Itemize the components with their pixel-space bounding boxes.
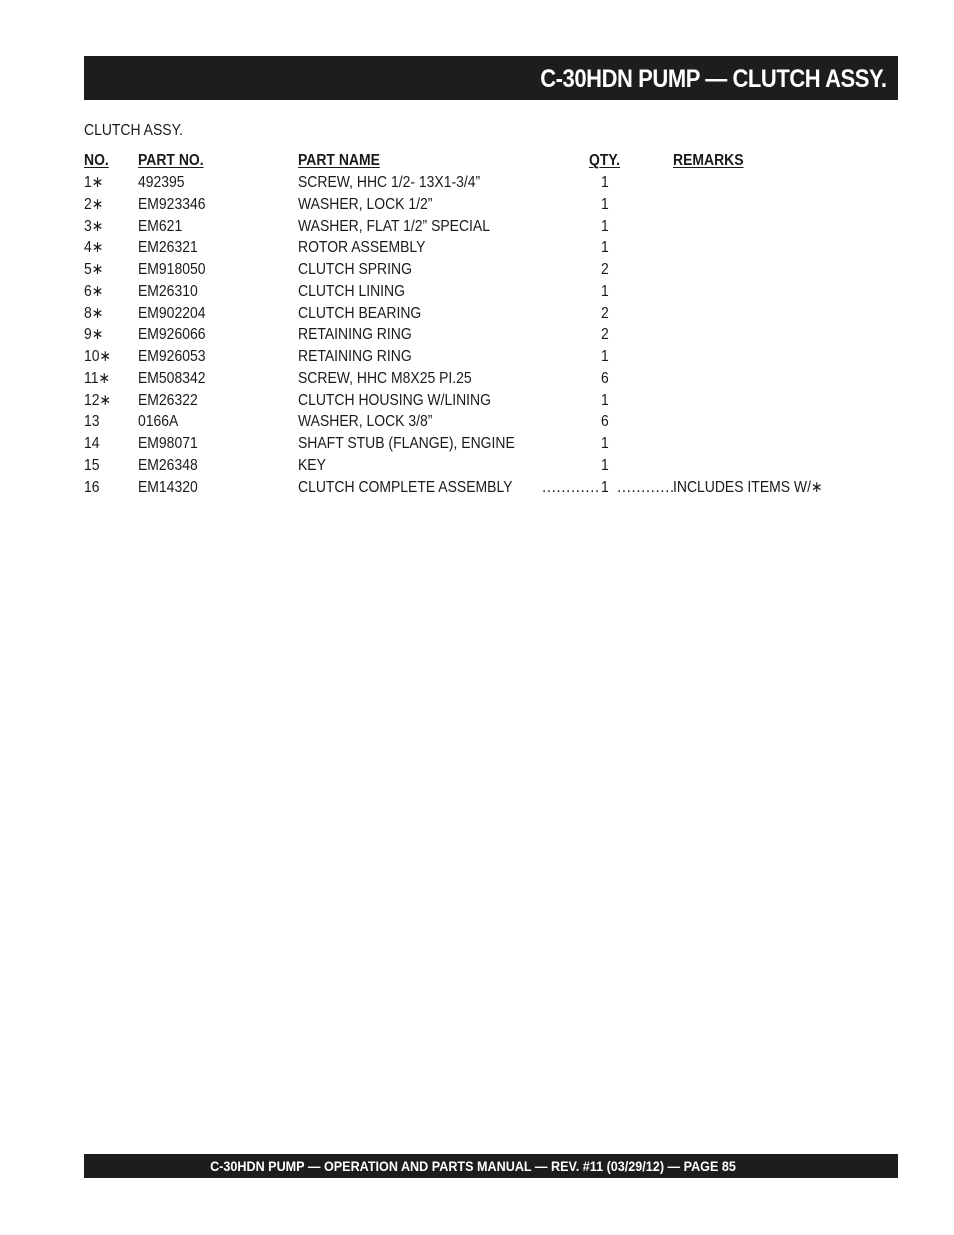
- part-name: CLUTCH HOUSING W/LINING: [298, 391, 491, 409]
- part-name: CLUTCH COMPLETE ASSEMBLY: [298, 478, 513, 496]
- item-no: 16: [84, 478, 100, 496]
- leader-dots: ............: [542, 478, 600, 496]
- part-number: EM26310: [138, 282, 198, 300]
- item-no: 1∗: [84, 174, 104, 191]
- part-name: CLUTCH BEARING: [298, 304, 422, 322]
- quantity: 1: [601, 217, 609, 235]
- quantity: 2: [601, 261, 609, 278]
- quantity: 1: [601, 348, 609, 365]
- part-number: 492395: [138, 174, 185, 191]
- part-name: RETAINING RING: [298, 326, 412, 344]
- page-header-bar: [84, 56, 898, 100]
- part-number: EM26348: [138, 456, 198, 474]
- table-header-row: [84, 150, 864, 172]
- table-row: [84, 172, 864, 194]
- column-header-no: NO.: [84, 152, 109, 169]
- item-no: 5∗: [84, 261, 104, 278]
- quantity: 1: [601, 239, 609, 257]
- item-no: 12∗: [84, 391, 112, 409]
- part-number: EM902204: [138, 304, 206, 322]
- table-row: [84, 237, 864, 259]
- quantity: 6: [601, 413, 609, 431]
- table-row: [84, 477, 864, 499]
- table-row: [84, 390, 864, 412]
- page-footer-bar: [84, 1154, 898, 1178]
- item-no: 2∗: [84, 195, 104, 213]
- table-row: [84, 433, 864, 455]
- quantity: 1: [601, 435, 609, 452]
- table-row: [84, 281, 864, 303]
- quantity: 2: [601, 304, 609, 322]
- item-no: 15: [84, 456, 100, 474]
- leader-dots: ............: [617, 478, 675, 496]
- item-no: 3∗: [84, 217, 104, 235]
- quantity: 1: [601, 478, 609, 496]
- quantity: 1: [601, 391, 609, 409]
- footer-text: C-30HDN PUMP — OPERATION AND PARTS MANUAL — REV. #11 (03/29/12) — PAGE 85: [210, 1158, 736, 1174]
- part-number: EM621: [138, 217, 183, 235]
- part-number: EM918050: [138, 261, 206, 278]
- quantity: 2: [601, 326, 609, 344]
- part-number: 0166A: [138, 413, 179, 431]
- item-no: 4∗: [84, 239, 104, 257]
- part-number: EM26322: [138, 391, 198, 409]
- table-row: [84, 411, 864, 433]
- part-number: EM14320: [138, 478, 198, 496]
- part-name: RETAINING RING: [298, 348, 412, 365]
- quantity: 1: [601, 282, 609, 300]
- item-no: 14: [84, 435, 100, 452]
- part-number: EM26321: [138, 239, 198, 257]
- part-name: WASHER, FLAT 1/2” SPECIAL: [298, 217, 491, 235]
- part-name: CLUTCH SPRING: [298, 261, 412, 278]
- part-number: EM98071: [138, 435, 198, 452]
- column-header-qty: QTY.: [589, 152, 621, 169]
- item-no: 8∗: [84, 304, 104, 322]
- part-name: SCREW, HHC M8X25 PI.25: [298, 369, 472, 387]
- page-title: C-30HDN PUMP — CLUTCH ASSY.: [539, 65, 886, 93]
- table-row: [84, 259, 864, 281]
- table-row: [84, 455, 864, 477]
- table-row: [84, 324, 864, 346]
- column-header-part-name: PART NAME: [298, 152, 380, 169]
- table-row: [84, 368, 864, 390]
- quantity: 6: [601, 369, 609, 387]
- part-name: SCREW, HHC 1/2- 13X1-3/4”: [298, 174, 481, 191]
- part-number: EM926066: [138, 326, 206, 344]
- column-header-remarks: REMARKS: [673, 152, 744, 169]
- item-no: 11∗: [84, 369, 111, 387]
- item-no: 6∗: [84, 282, 104, 300]
- quantity: 1: [601, 174, 609, 191]
- item-no: 9∗: [84, 326, 104, 344]
- part-number: EM508342: [138, 369, 206, 387]
- quantity: 1: [601, 195, 609, 213]
- quantity: 1: [601, 456, 609, 474]
- remarks: INCLUDES ITEMS W/∗: [673, 478, 823, 496]
- part-name: CLUTCH LINING: [298, 282, 405, 300]
- table-row: [84, 194, 864, 216]
- table-row: [84, 303, 864, 325]
- part-name: WASHER, LOCK 3/8”: [298, 413, 433, 431]
- part-name: KEY: [298, 456, 326, 474]
- item-no: 10∗: [84, 348, 112, 365]
- part-name: ROTOR ASSEMBLY: [298, 239, 426, 257]
- parts-table: [84, 150, 864, 498]
- part-number: EM923346: [138, 195, 206, 213]
- table-row: [84, 346, 864, 368]
- table-row: [84, 216, 864, 238]
- part-number: EM926053: [138, 348, 206, 365]
- part-name: WASHER, LOCK 1/2”: [298, 195, 433, 213]
- section-label: CLUTCH ASSY.: [84, 122, 183, 139]
- column-header-part-no: PART NO.: [138, 152, 204, 169]
- part-name: SHAFT STUB (FLANGE), ENGINE: [298, 435, 515, 452]
- item-no: 13: [84, 413, 100, 431]
